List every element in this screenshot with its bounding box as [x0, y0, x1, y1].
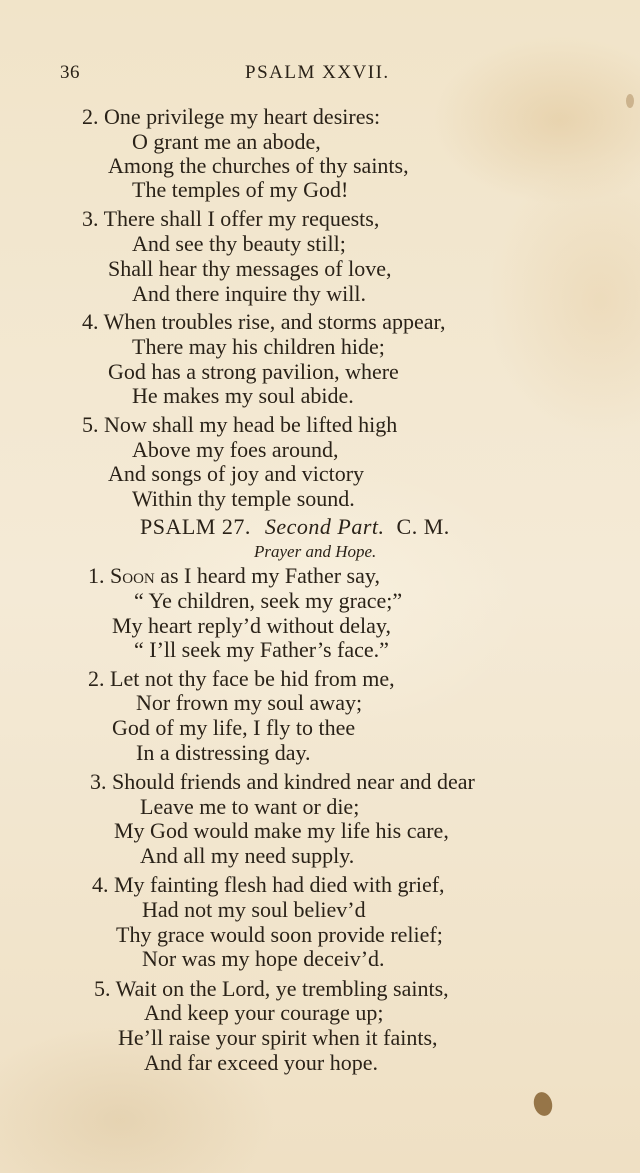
stanza-number: 4.: [82, 309, 99, 334]
stanza-line: There may his children hide;: [132, 334, 385, 359]
stanza-line: [94, 976, 449, 1002]
stanza-line: God of my life, I fly to thee: [112, 715, 356, 740]
stanza-line: Shall hear thy messages of love,: [108, 256, 392, 281]
stanza-line: Nor was my hope deceiv’d.: [142, 946, 385, 971]
stanza-line: Within thy temple sound.: [132, 486, 355, 511]
stanza-number: 3.: [90, 769, 107, 794]
stanza-line: The temples of my God!: [132, 177, 349, 202]
stanza-number: 2.: [82, 104, 99, 129]
part-label: Second Part.: [264, 514, 385, 539]
stanza-line: [88, 563, 380, 589]
paper-stain: [531, 1090, 555, 1118]
stanza-line: And all my need supply.: [140, 843, 355, 868]
page-number: 36: [60, 62, 80, 83]
stanza-text: as I heard my Father say,: [154, 563, 380, 588]
stanza-text: One privilege my heart desires:: [104, 104, 381, 129]
stanza-line: [90, 769, 475, 795]
running-title: PSALM XXVII.: [245, 62, 390, 83]
stanza-text: Should friends and kindred near and dear: [112, 769, 475, 794]
stanza-line: Nor frown my soul away;: [136, 690, 363, 715]
stanza-line: [88, 666, 395, 692]
stanza-line: And keep your courage up;: [144, 1000, 384, 1025]
stanza-line: [92, 872, 445, 898]
stanza-line: Among the churches of thy saints,: [108, 153, 409, 178]
stanza-line: He’ll raise your spirit when it faints,: [118, 1025, 438, 1050]
stanza-line: And there inquire thy will.: [132, 281, 367, 306]
paper-stain: [626, 94, 634, 108]
stanza-text: There shall I offer my requests,: [103, 206, 380, 231]
stanza-line: And see thy beauty still;: [132, 231, 346, 256]
stanza-number: 5.: [94, 976, 111, 1001]
stanza-line: Leave me to want or die;: [140, 794, 360, 819]
stanza-line: O grant me an abode,: [132, 129, 321, 154]
stanza-line: My God would make my life his care,: [114, 818, 449, 843]
stanza-line: Thy grace would soon provide relief;: [116, 922, 443, 947]
stanza-first-word: Soon: [110, 563, 155, 588]
stanza-line: And far exceed your hope.: [144, 1050, 378, 1075]
stanza-text: When troubles rise, and storms appear,: [103, 309, 446, 334]
stanza-line: My heart reply’d without delay,: [112, 613, 391, 638]
stanza-line: Above my foes around,: [132, 437, 339, 462]
stanza-line: And songs of joy and victory: [108, 461, 365, 486]
stanza-text: My fainting flesh had died with grief,: [114, 872, 445, 897]
page-header: [60, 62, 500, 88]
stanza-line: [82, 104, 380, 130]
meter-label: C. M.: [396, 514, 450, 539]
stanza-number: 5.: [82, 412, 99, 437]
stanza-line: [82, 309, 445, 335]
stanza-line: Had not my soul believ’d: [142, 897, 366, 922]
stanza-line: God has a strong pavilion, where: [108, 359, 399, 384]
stanza-line: [82, 412, 397, 438]
section-heading: [140, 514, 450, 540]
psalm-number: PSALM 27.: [140, 514, 251, 539]
stanza-text: Wait on the Lord, ye trembling saints,: [115, 976, 449, 1001]
stanza-number: 2.: [88, 666, 105, 691]
section-subtitle: Prayer and Hope.: [254, 542, 377, 561]
stanza-line: [82, 206, 379, 232]
stanza-number: 1.: [88, 563, 105, 588]
stanza-number: 4.: [92, 872, 109, 897]
stanza-line: He makes my soul abide.: [132, 383, 354, 408]
stanza-number: 3.: [82, 206, 99, 231]
stanza-line: “ I’ll seek my Father’s face.”: [134, 637, 389, 662]
stanza-line: “ Ye children, seek my grace;”: [134, 588, 403, 613]
stanza-line: In a distressing day.: [136, 740, 311, 765]
stanza-text: Let not thy face be hid from me,: [110, 666, 395, 691]
stanza-text: Now shall my head be lifted high: [104, 412, 398, 437]
